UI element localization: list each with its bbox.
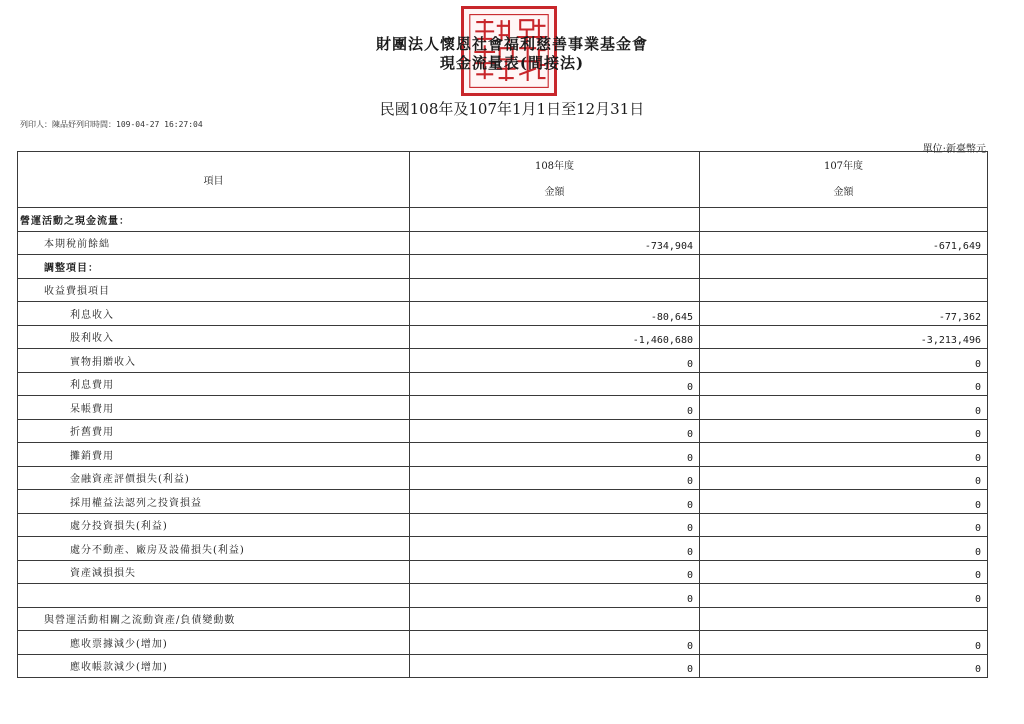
amount-107: 0 xyxy=(700,443,988,467)
currency-unit: 單位:新臺幣元 xyxy=(922,144,986,155)
table-row xyxy=(18,372,988,396)
amount-108: 0 xyxy=(410,513,700,537)
reporting-period: 民國108年及107年1月1日至12月31日 xyxy=(379,100,645,118)
row-label: 金融資產評價損失(利益) xyxy=(18,466,410,490)
row-label: 實物捐贈收入 xyxy=(18,349,410,373)
amount-107 xyxy=(700,278,988,302)
amount-107: 0 xyxy=(700,349,988,373)
amount-107: 0 xyxy=(700,466,988,490)
amount-108: 0 xyxy=(410,584,700,608)
amount-107: -77,362 xyxy=(700,302,988,326)
row-label: 處分投資損失(利益) xyxy=(18,513,410,537)
row-label: 股利收入 xyxy=(18,325,410,349)
row-label: 呆帳費用 xyxy=(18,396,410,420)
row-label: 採用權益法認列之投資損益 xyxy=(18,490,410,514)
amount-108 xyxy=(410,278,700,302)
column-header-107 xyxy=(700,152,988,208)
row-label: 營運活動之現金流量： xyxy=(18,208,410,232)
amount-107: 0 xyxy=(700,513,988,537)
table-row xyxy=(18,560,988,584)
year-108-label: 108年度 xyxy=(534,160,575,172)
amount-108: 0 xyxy=(410,537,700,561)
row-label: 調整項目： xyxy=(18,255,410,279)
amount-107 xyxy=(700,607,988,631)
table-row xyxy=(18,255,988,279)
row-label: 應收票據減少(增加) xyxy=(18,631,410,655)
row-label: 本期稅前餘絀 xyxy=(18,231,410,255)
amount-108: 0 xyxy=(410,372,700,396)
amount-108: 0 xyxy=(410,490,700,514)
amount-108 xyxy=(410,607,700,631)
amount-108: -734,904 xyxy=(410,231,700,255)
amount-108: 0 xyxy=(410,466,700,490)
amount-label-107: 金額 xyxy=(833,186,854,198)
amount-107: 0 xyxy=(700,419,988,443)
table-row xyxy=(18,396,988,420)
row-label: 攤銷費用 xyxy=(18,443,410,467)
table-row xyxy=(18,349,988,373)
table-row xyxy=(18,513,988,537)
row-label: 利息費用 xyxy=(18,372,410,396)
amount-107: 0 xyxy=(700,654,988,678)
amount-108 xyxy=(410,208,700,232)
amount-108 xyxy=(410,255,700,279)
amount-108: 0 xyxy=(410,443,700,467)
table-row xyxy=(18,208,988,232)
table-row xyxy=(18,584,988,608)
amount-108: -80,645 xyxy=(410,302,700,326)
table-row xyxy=(18,231,988,255)
amount-107 xyxy=(700,255,988,279)
table-row xyxy=(18,419,988,443)
year-107-label: 107年度 xyxy=(823,160,864,172)
table-row xyxy=(18,278,988,302)
row-label: 資產減損損失 xyxy=(18,560,410,584)
amount-107: -3,213,496 xyxy=(700,325,988,349)
amount-108: 0 xyxy=(410,396,700,420)
statement-title: 現金流量表(間接法) xyxy=(439,54,585,72)
amount-107: 0 xyxy=(700,631,988,655)
row-label: 應收帳款減少(增加) xyxy=(18,654,410,678)
table-row xyxy=(18,325,988,349)
amount-108: 0 xyxy=(410,349,700,373)
amount-108: 0 xyxy=(410,631,700,655)
amount-107 xyxy=(700,208,988,232)
amount-107: 0 xyxy=(700,372,988,396)
row-label: 收益費損項目 xyxy=(18,278,410,302)
table-row xyxy=(18,654,988,678)
table-row xyxy=(18,443,988,467)
amount-107: 0 xyxy=(700,584,988,608)
amount-108: 0 xyxy=(410,419,700,443)
column-header-item: 項目 xyxy=(18,152,410,208)
amount-107: 0 xyxy=(700,537,988,561)
amount-108: 0 xyxy=(410,560,700,584)
row-label: 與營運活動相關之流動資產/負債變動數 xyxy=(18,607,410,631)
table-row xyxy=(18,631,988,655)
amount-107: 0 xyxy=(700,490,988,514)
amount-107: 0 xyxy=(700,396,988,420)
amount-107: -671,649 xyxy=(700,231,988,255)
amount-108: -1,460,680 xyxy=(410,325,700,349)
amount-108: 0 xyxy=(410,654,700,678)
amount-107: 0 xyxy=(700,560,988,584)
table-row xyxy=(18,490,988,514)
printer-info: 列印人：陳品妤列印時間：109-04-27 16:27:04 xyxy=(20,120,203,129)
column-header-108 xyxy=(410,152,700,208)
amount-label-108: 金額 xyxy=(544,186,565,198)
table-header-row xyxy=(18,152,988,208)
table-row xyxy=(18,466,988,490)
row-label: 處分不動產、廠房及設備損失(利益) xyxy=(18,537,410,561)
row-label: 折舊費用 xyxy=(18,419,410,443)
cash-flow-table xyxy=(17,151,988,678)
organization-title: 財團法人懷恩社會福利慈善事業基金會 xyxy=(375,35,648,53)
table-row xyxy=(18,302,988,326)
row-label: 利息收入 xyxy=(18,302,410,326)
table-row xyxy=(18,537,988,561)
table-row xyxy=(18,607,988,631)
row-label xyxy=(18,584,410,608)
